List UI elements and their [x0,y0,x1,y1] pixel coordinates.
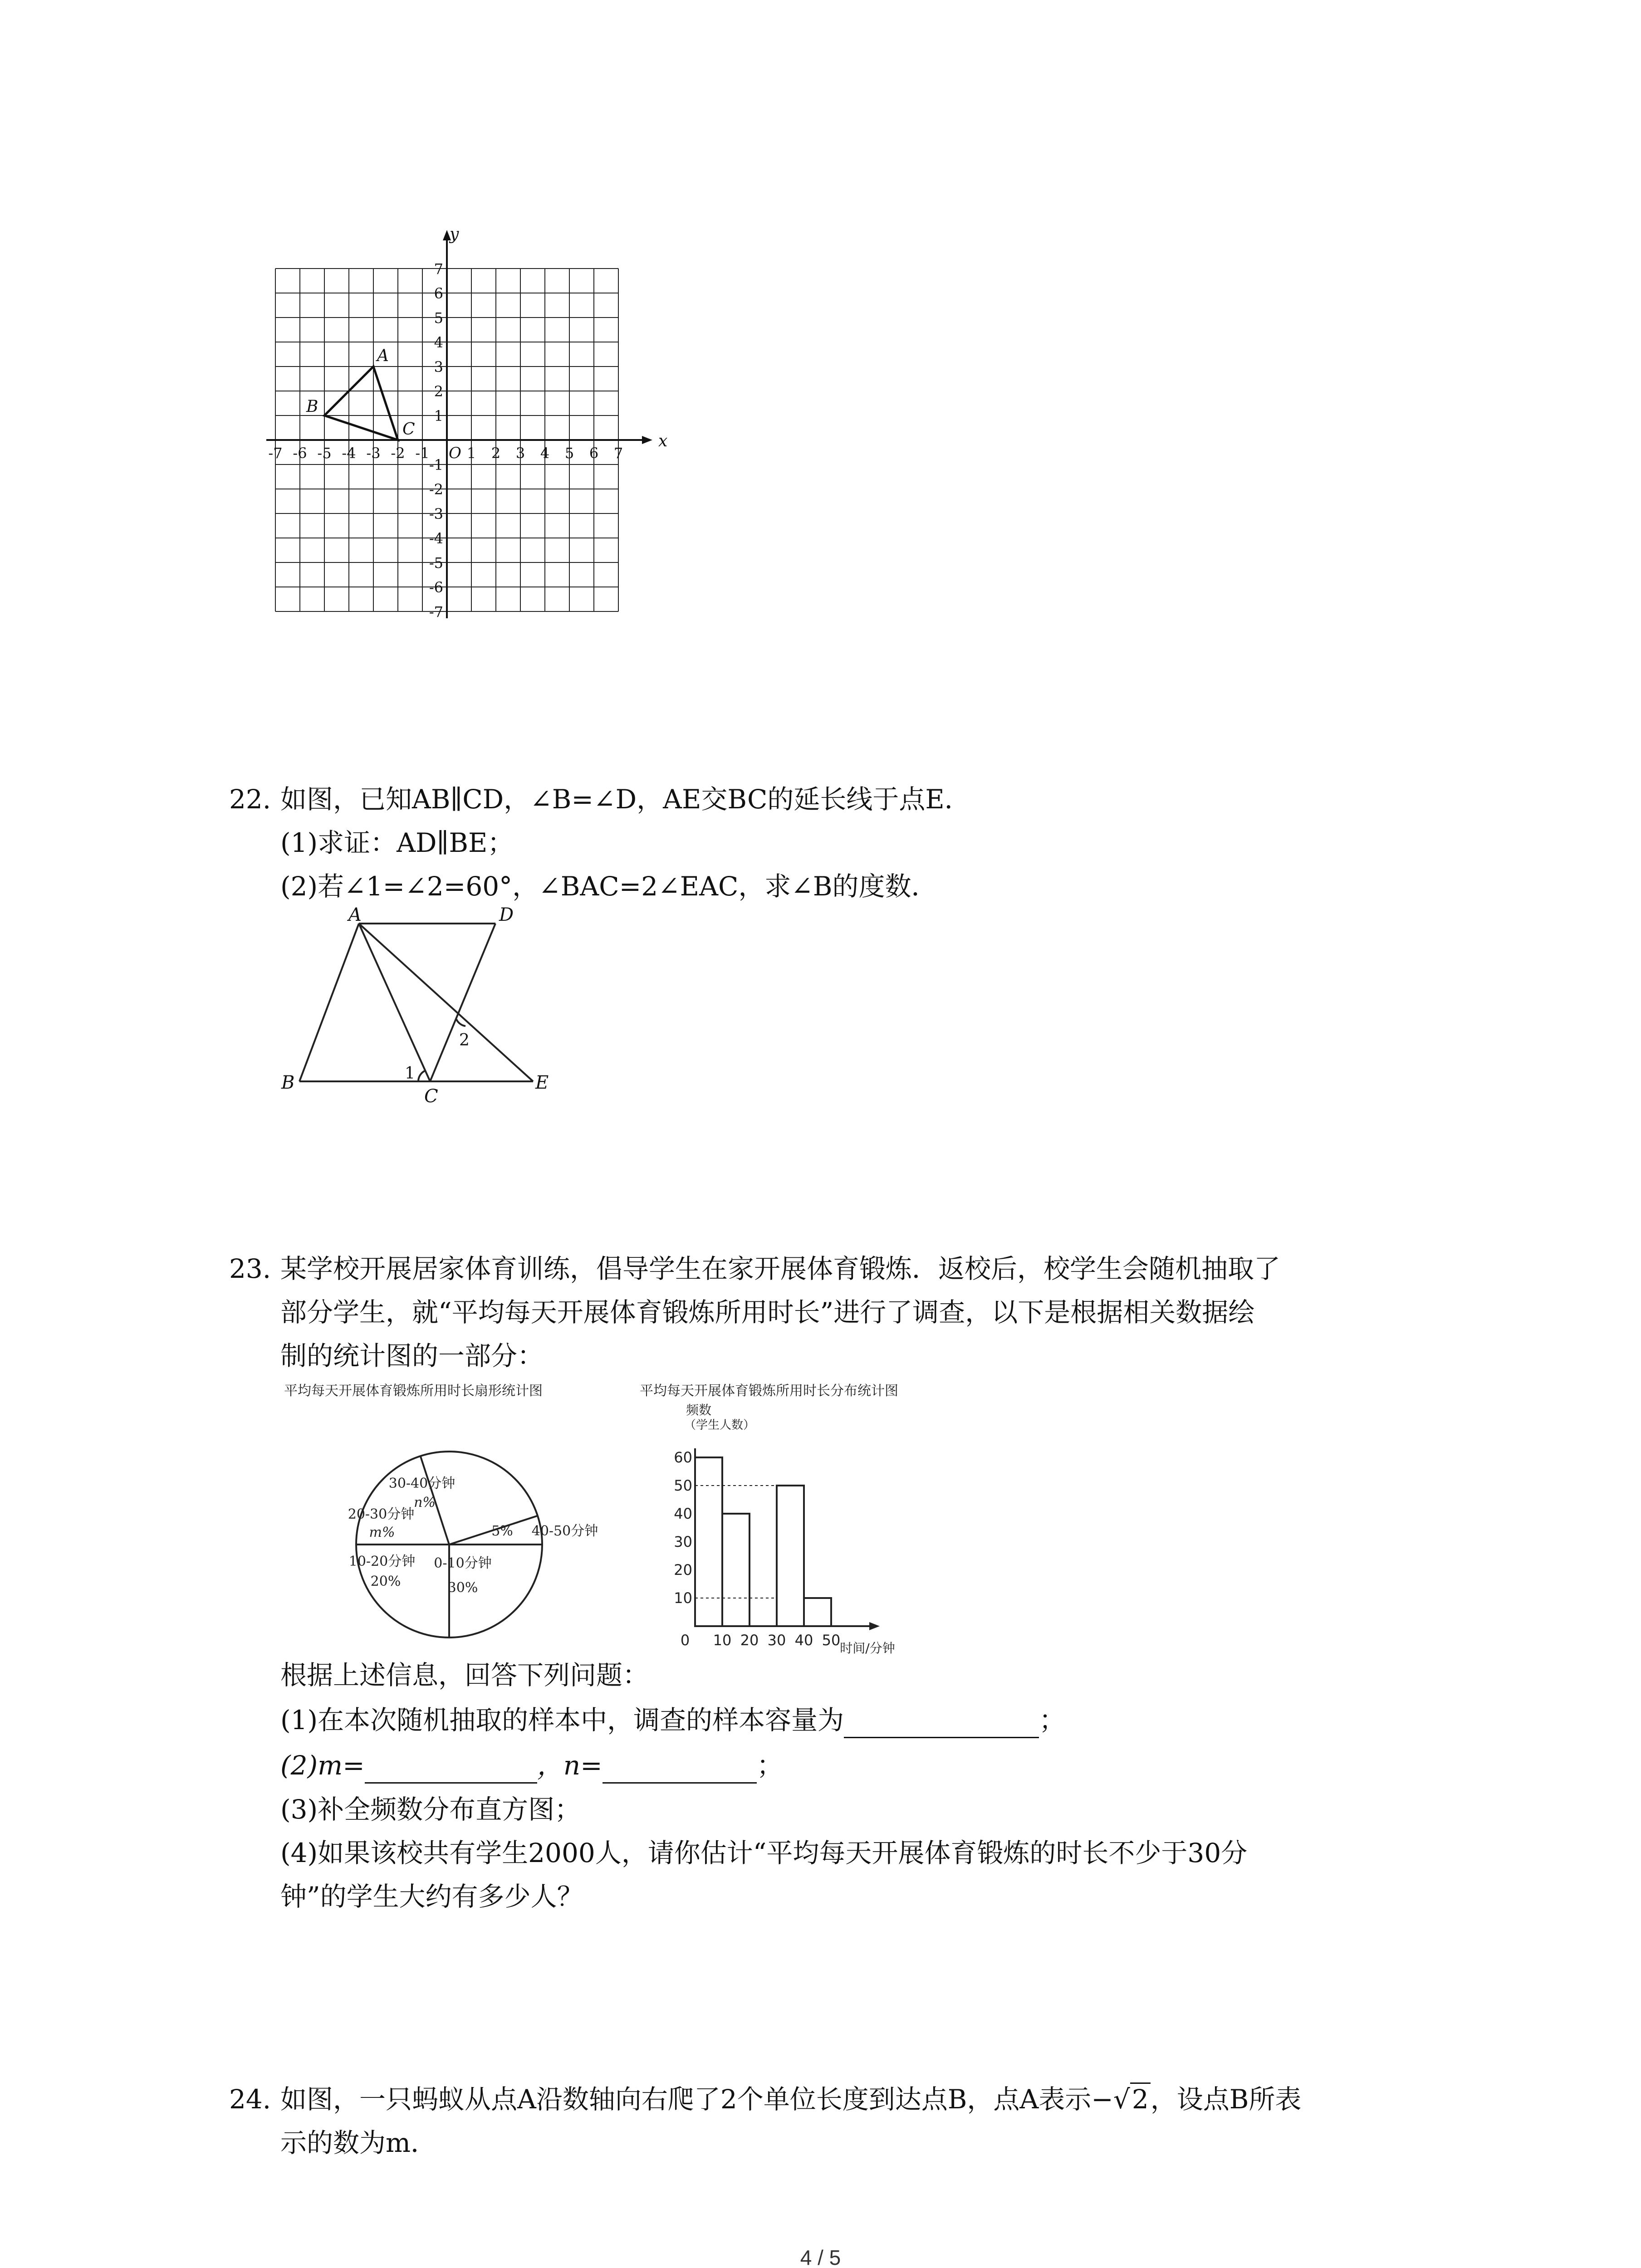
histogram-xlabel: 时间/分钟 [840,1641,895,1656]
x-tick-label: -3 [366,445,381,462]
q23-pie-figure [272,1379,617,1651]
pie-label-10-20: 10-20分钟 [348,1554,416,1569]
q21-coordinate-figure [268,213,708,621]
q23-part1 [280,1702,1065,1738]
answer-blank-n[interactable] [603,1754,757,1784]
label-a: A [348,904,362,925]
x-tick-label: 5 [564,445,574,462]
x-tick-label: 3 [515,445,525,462]
x-tick-label: -1 [415,445,430,462]
q23-part1-end: ； [1039,1705,1066,1735]
y-tick-label: -2 [429,481,443,498]
histogram-y-tick: 30 [674,1533,692,1550]
q23-part4-line2: 钟”的学生大约有多少人？ [280,1881,583,1912]
x-tick-label: 6 [589,445,599,462]
segment-dc [430,924,495,1081]
sqrt-argument: 2 [1130,2082,1151,2115]
q23-part2-end: ； [756,1750,783,1781]
x-tick-label: -5 [317,445,332,462]
histogram-x-tick: 0 [680,1632,690,1649]
y-tick-label: -4 [429,530,443,547]
histogram-bar [804,1598,831,1626]
q23-part2-n: ，n= [537,1750,603,1781]
page-number: 4 / 5 [800,2246,841,2268]
label-angle-1: 1 [405,1064,415,1083]
histogram-title: 平均每天开展体育锻炼所用时长分布统计图 [640,1383,898,1399]
q23-part2 [280,1747,783,1784]
histogram-x-tick: 50 [822,1632,841,1649]
histogram-svg [635,1379,989,1660]
label-b: B [281,1072,295,1093]
histogram-y-tick: 60 [674,1449,692,1466]
y-tick-label: 7 [434,260,443,278]
y-tick-label: -5 [429,554,443,572]
y-tick-label: 4 [434,334,443,351]
histogram-ylabel: 频数 [686,1403,712,1418]
q22-stem: 如图，已知AB∥CD，∠B=∠D，AE交BC的延长线于点E． [280,784,971,815]
y-tick-label: 1 [434,407,443,425]
q23-histogram-figure [635,1379,989,1660]
q24-line1 [280,2081,1301,2117]
y-tick-label: -7 [429,603,443,621]
x-axis-arrow [642,436,652,444]
pie-label-0-10: 0-10分钟 [434,1555,492,1571]
q23-number: 23. [229,1253,271,1284]
q24-line2: 示的数为m． [280,2127,437,2158]
q22-number: 22. [229,784,271,815]
histogram-y-tick: 20 [674,1561,692,1579]
x-tick-label: -2 [391,445,405,462]
coordinate-grid [268,213,708,621]
pie-pct-40-50: 5% [491,1523,513,1539]
y-tick-label: 3 [434,358,443,376]
point-label-a: A [377,347,389,365]
y-axis-label: y [450,225,459,244]
label-angle-2: 2 [459,1031,470,1050]
histogram-y-tick: 50 [674,1477,692,1494]
x-tick-label: -6 [293,445,307,462]
point-label-b: B [306,397,318,416]
q23-stem-line1: 某学校开展居家体育训练，倡导学生在家开展体育锻炼．返校后，校学生会随机抽取了 [280,1253,1281,1284]
pie-pct-10-20: 20% [370,1574,401,1589]
pie-label-30-40: 30-40分钟 [388,1476,456,1491]
x-axis-label: x [658,432,668,450]
x-tick-label: -7 [268,445,283,462]
angle-1-arc [418,1070,426,1081]
pie-title: 平均每天开展体育锻炼所用时长扇形统计图 [284,1383,543,1399]
origin-label: O [449,444,461,462]
histogram-ylabel-unit: （学生人数） [684,1418,755,1432]
histogram-x-tick: 40 [794,1632,813,1649]
q23-part1-text: (1)在本次随机抽取的样本中，调查的样本容量为 [280,1705,844,1735]
q23-part2-m: (2)m= [280,1750,365,1781]
segment-ac [359,924,430,1081]
x-tick-label: 1 [466,445,476,462]
x-tick-label: -4 [342,445,356,462]
q23-part4-line1: (4)如果该校共有学生2000人，请你估计“平均每天开展体育锻炼的时长不少于30分 [280,1838,1248,1868]
pie-pct-20-30: m% [369,1525,395,1540]
q24-line1-b: ，设点B所表 [1150,2084,1302,2115]
pie-chart-svg [272,1379,617,1651]
label-d: D [499,904,514,925]
angle-2-arc [456,1019,465,1026]
y-tick-label: -6 [429,579,443,596]
label-c: C [424,1086,438,1107]
y-tick-label: 5 [434,309,443,327]
histogram-x-tick: 30 [767,1632,786,1649]
answer-blank-sample-size[interactable] [844,1709,1039,1738]
pie-label-40-50: 40-50分钟 [531,1523,598,1539]
x-tick-label: 2 [491,445,501,462]
sqrt-symbol: √ [1113,2084,1130,2115]
histogram-y-tick: 10 [674,1589,692,1607]
histogram-bar [777,1486,804,1626]
x-tick-label: 7 [613,445,623,462]
label-e: E [535,1072,549,1093]
q23-part3: (3)补全频数分布直方图； [280,1794,581,1825]
q22-part1: (1)求证：AD∥BE； [280,827,514,858]
q22-geometry-figure [272,904,572,1116]
histogram-x-tick: 10 [713,1632,732,1649]
q23-stem-line2: 部分学生，就“平均每天开展体育锻炼所用时长”进行了调查，以下是根据相关数据绘 [280,1297,1255,1328]
histogram-x-arrow [869,1622,880,1630]
pie-pct-30-40: n% [414,1495,436,1510]
point-label-c: C [402,420,415,439]
histogram-bar [695,1457,722,1626]
histogram-y-tick: 40 [674,1505,692,1522]
histogram-x-tick: 20 [740,1632,759,1649]
q22-part2: (2)若∠1=∠2=60°，∠BAC=2∠EAC，求∠B的度数． [280,871,938,902]
y-tick-label: -3 [429,505,443,523]
pie-pct-0-10: 30% [447,1580,478,1596]
pie-label-20-30: 20-30分钟 [348,1506,415,1522]
q23-after-intro: 根据上述信息，回答下列问题： [280,1660,649,1691]
q23-stem-line3: 制的统计图的一部分： [280,1340,544,1371]
y-tick-label: 6 [434,285,443,302]
histogram-bar [722,1514,749,1626]
segment-ab [299,924,359,1081]
q24-number: 24. [229,2084,271,2115]
y-tick-label: -1 [429,456,443,474]
x-tick-label: 4 [540,445,550,462]
triangle-abc [324,367,398,440]
y-tick-label: 2 [434,383,443,400]
answer-blank-m[interactable] [365,1754,537,1784]
q22-figure-svg [272,904,572,1116]
q24-line1-a: 如图，一只蚂蚁从点A沿数轴向右爬了2个单位长度到达点B，点A表示− [280,2084,1113,2115]
segment-ae [359,924,533,1081]
